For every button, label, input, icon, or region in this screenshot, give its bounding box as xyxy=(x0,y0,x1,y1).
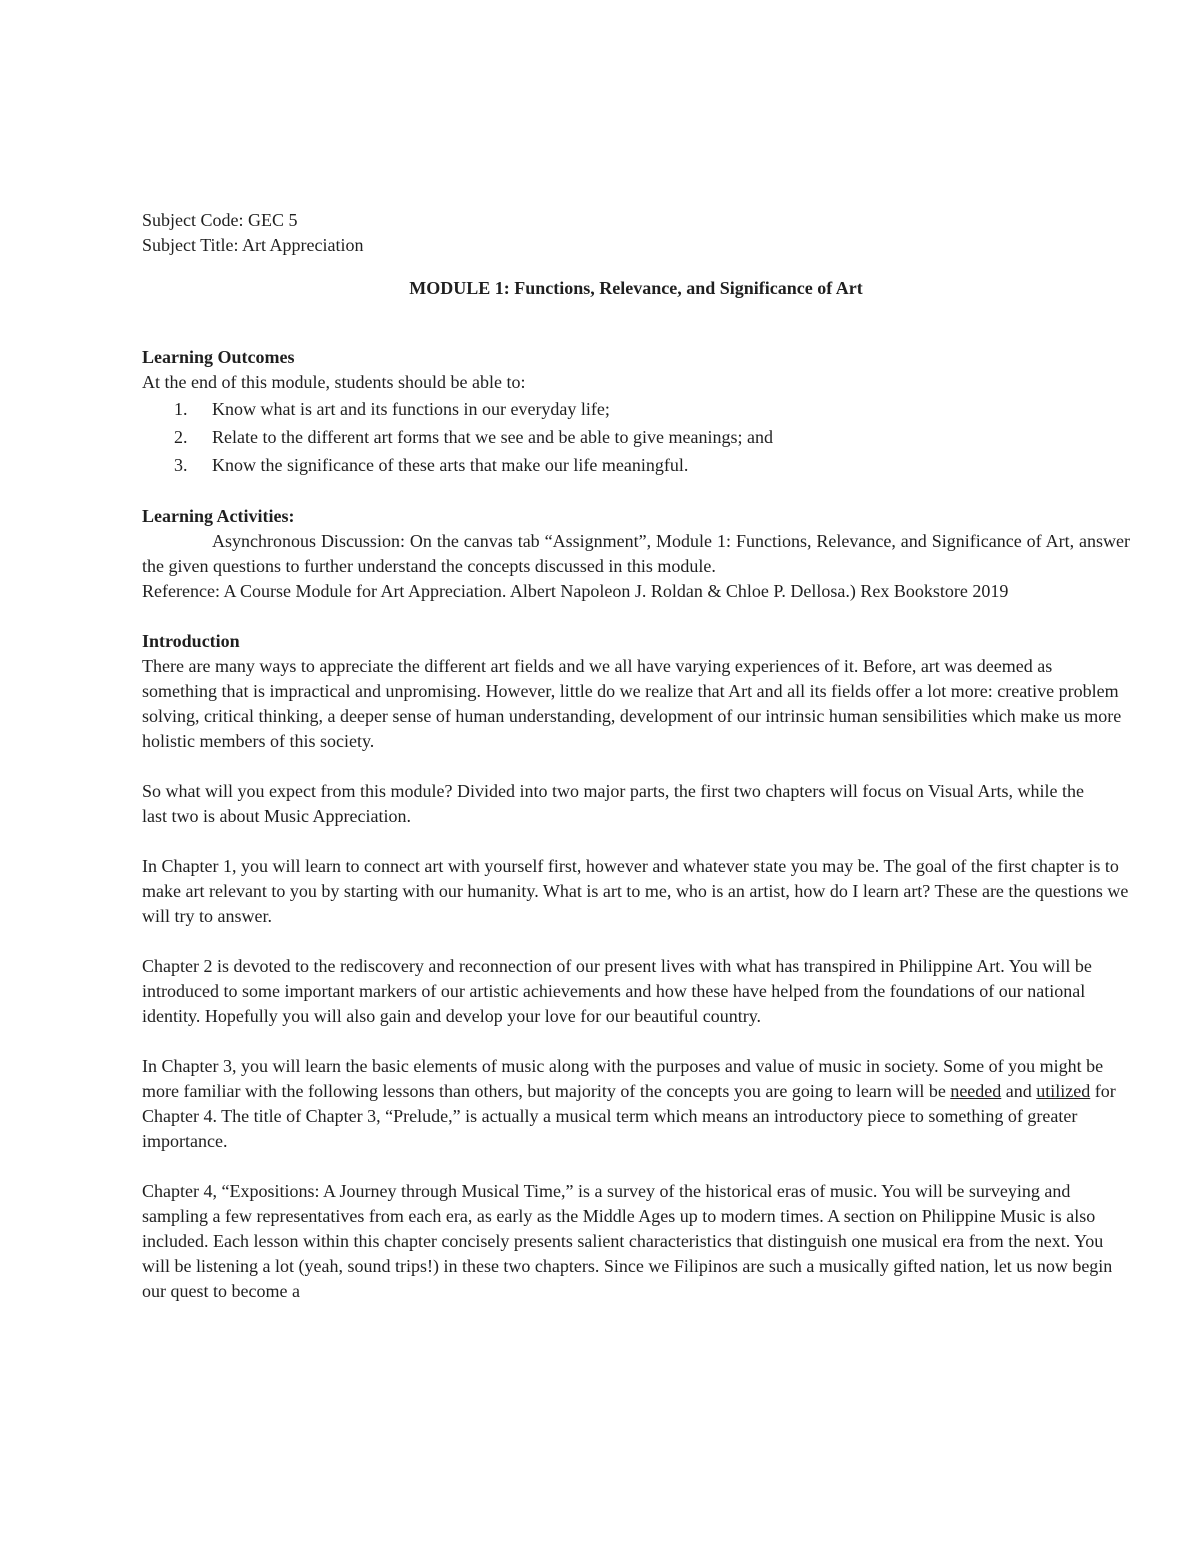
list-item-text: Know the significance of these arts that make our life meaningful. xyxy=(212,455,689,475)
subject-code: Subject Code: GEC 5 xyxy=(142,210,298,230)
learning-activities-body: Asynchronous Discussion: On the canvas tab “Assignment”, Module 1: Functions, Relevance, and Significance of Art, answer the given questions to further understand the concepts discussed in this module. xyxy=(142,531,1130,576)
underlined-utilized: utilized xyxy=(1036,1081,1091,1101)
underlined-needed: needed xyxy=(950,1081,1002,1101)
paragraph-5-part-1: In Chapter 3, you will learn the basic elements of music along with the purposes and value of music in society. Some of you might be more familiar with the following lessons than others, but majority of the concepts you are going to learn will be xyxy=(142,1056,1104,1101)
introduction-paragraph-4: Chapter 2 is devoted to the rediscovery and reconnection of our present lives with what has transpired in Philippine Art. You will be introduced to some important markers of our artistic achievements and how these have helped from the foundations of our national identity. Hopefully you will also gain and develop your love for our beautiful country. xyxy=(142,956,1092,1026)
learning-outcomes-heading: Learning Outcomes xyxy=(142,347,295,367)
introduction-paragraph-1: There are many ways to appreciate the different art fields and we all have varying experiences of it. Before, art was deemed as something that is impractical and unpromising. However, little do we realize that Art and all its fields offer a lot more: creative problem solving, critical thinking, a deeper sense of human understanding, development of our intrinsic human sensibilities which make us more holistic members of this society. xyxy=(142,656,1122,751)
learning-activities-heading: Learning Activities: xyxy=(142,506,295,526)
introduction-paragraph-2: So what will you expect from this module? Divided into two major parts, the first two chapters will focus on Visual Arts, while the last two is about Music Appreciation. xyxy=(142,781,1084,826)
introduction-paragraph-3: In Chapter 1, you will learn to connect art with yourself first, however and whatever state you may be. The goal of the first chapter is to make art relevant to you by starting with our humanity. What is art to me, who is an artist, how do I learn art? These are the questions we will try to answer. xyxy=(142,856,1129,926)
reference-text: Reference: A Course Module for Art Appreciation. Albert Napoleon J. Roldan & Chloe P. Dellosa.) Rex Bookstore 2019 xyxy=(142,581,1009,601)
module-title: MODULE 1: Functions, Relevance, and Significance of Art xyxy=(409,278,863,298)
document-page xyxy=(142,208,1130,1304)
list-item xyxy=(142,451,1130,479)
paragraph-5-part-2: for Chapter 4. The title of Chapter 3, “Prelude,” is actually a musical term which means an introductory piece to something of greater importance. xyxy=(142,1081,1116,1151)
list-item-number: 3. xyxy=(174,455,188,475)
introduction-paragraph-6: Chapter 4, “Expositions: A Journey through Musical Time,” is a survey of the historical eras of music. You will be surveying and sampling a few representatives from each era, as early as the Middle Ages up to modern times. A section on Philippine Music is also included. Each lesson within this chapter concisely presents salient characteristics that distinguish one musical era from the next. You will be listening a lot (yeah, sound trips!) in these two chapters. Since we Filipinos are such a musically gifted nation, let us now begin our quest to become a xyxy=(142,1181,1113,1301)
list-item xyxy=(142,395,1130,423)
list-item-number: 2. xyxy=(174,427,188,447)
list-item-text: Know what is art and its functions in our everyday life; xyxy=(212,399,610,419)
paragraph-5-and: and xyxy=(1001,1081,1037,1101)
introduction-paragraph-5 xyxy=(142,1054,1130,1154)
learning-outcomes-list xyxy=(142,395,1130,479)
subject-title: Subject Title: Art Appreciation xyxy=(142,235,364,255)
list-item-number: 1. xyxy=(174,399,188,419)
learning-outcomes-intro: At the end of this module, students should be able to: xyxy=(142,372,526,392)
list-item-text: Relate to the different art forms that we see and be able to give meanings; and xyxy=(212,427,773,447)
introduction-heading: Introduction xyxy=(142,631,240,651)
list-item xyxy=(142,423,1130,451)
